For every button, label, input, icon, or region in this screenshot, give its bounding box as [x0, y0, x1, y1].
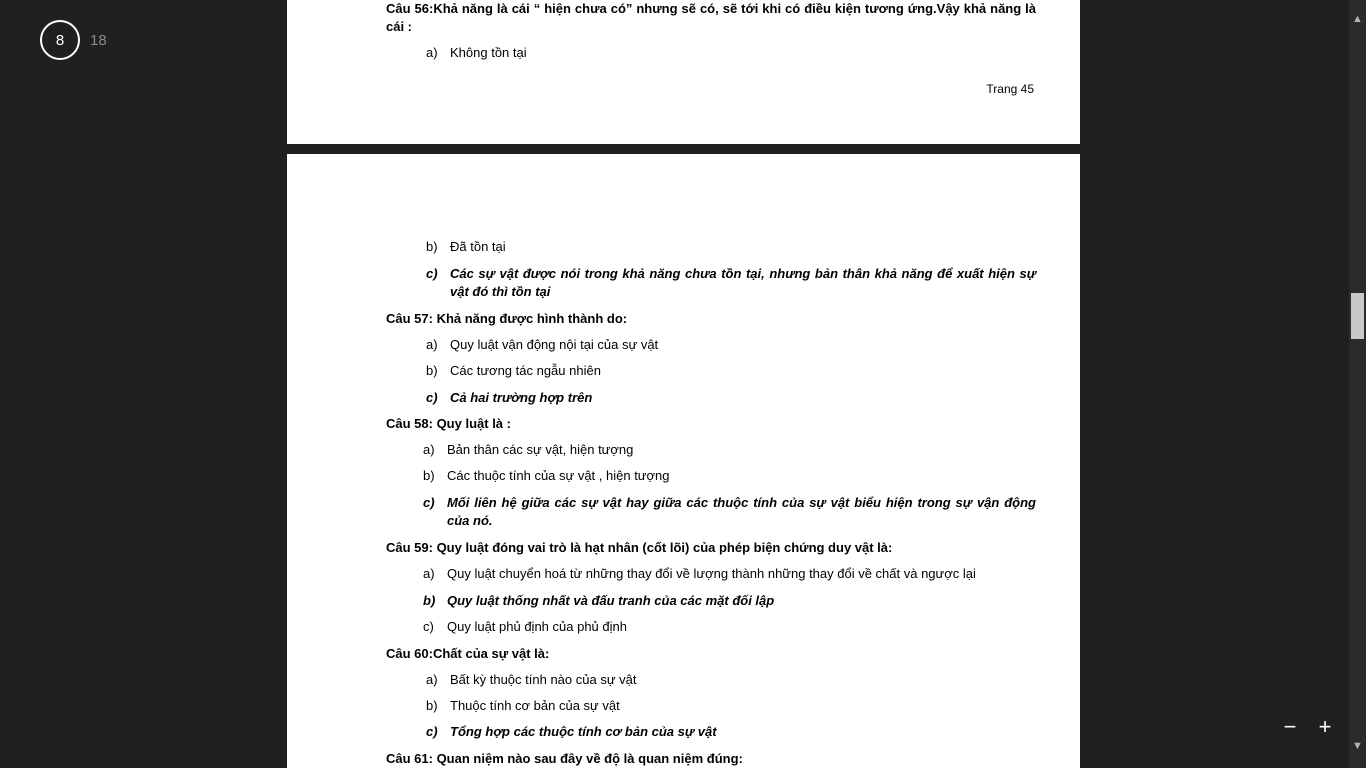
- option-label: b): [426, 698, 438, 713]
- option-60-a: [426, 671, 636, 689]
- zoom-in-icon[interactable]: +: [1318, 714, 1332, 739]
- option-text: Các thuộc tính của sự vật , hiện tượng: [447, 468, 670, 483]
- vertical-scrollbar[interactable]: [1349, 0, 1366, 768]
- option-label: c): [423, 619, 434, 634]
- option-58-c-answer: [423, 494, 1036, 530]
- option-label: c): [426, 390, 438, 405]
- option-label: c): [423, 495, 435, 510]
- option-text: Cả hai trường hợp trên: [450, 390, 593, 405]
- scrollbar-thumb[interactable]: [1351, 293, 1364, 339]
- question-60: Câu 60:Chất của sự vật là:: [386, 646, 550, 661]
- option-text: Bất kỳ thuộc tính nào của sự vật: [450, 672, 637, 687]
- option-59-b-answer: [423, 592, 774, 610]
- option-text: Quy luật thống nhất và đấu tranh của các mặt đối lập: [447, 593, 775, 608]
- option-text: Đã tồn tại: [450, 239, 506, 254]
- option-text: Quy luật phủ định của phủ định: [447, 619, 627, 634]
- option-text: Bản thân các sự vật, hiện tượng: [447, 442, 634, 457]
- document-page-46: [287, 154, 1080, 768]
- option-label: b): [426, 239, 438, 254]
- page-indicator: [40, 20, 107, 60]
- option-label: a): [426, 672, 438, 687]
- option-text: Các sự vật được nói trong khả năng chưa tồn tại, nhưng bản thân khả năng để xuất hiện sự vật đó thì tồn tại: [450, 266, 1036, 299]
- question-57: Câu 57: Khả năng được hình thành do:: [386, 311, 628, 326]
- option-56-a: [426, 44, 527, 62]
- option-56-b: [426, 238, 506, 256]
- option-59-c: [423, 618, 627, 636]
- option-58-b: [423, 467, 670, 485]
- option-57-a: [426, 336, 658, 354]
- question-61: Câu 61: Quan niệm nào sau đây về độ là quan niệm đúng:: [386, 751, 743, 766]
- scroll-down-arrow-icon[interactable]: ▼: [1352, 739, 1363, 752]
- current-page-number[interactable]: 8: [40, 20, 80, 60]
- question-58: Câu 58: Quy luật là :: [386, 416, 511, 431]
- option-text: Mối liên hệ giữa các sự vật hay giữa các thuộc tính của sự vật biểu hiện trong sự vận động của nó.: [447, 495, 1036, 528]
- option-label: b): [423, 468, 435, 483]
- page-number: Trang 45: [986, 82, 1034, 96]
- option-text: Tổng hợp các thuộc tính cơ bản của sự vật: [450, 724, 717, 739]
- option-text: Các tương tác ngẫu nhiên: [450, 363, 601, 378]
- option-56-c-answer: [426, 265, 1036, 301]
- option-text: Quy luật chuyển hoá từ những thay đổi về lượng thành những thay đổi về chất và ngược lại: [447, 566, 976, 581]
- option-text: Quy luật vận động nội tại của sự vật: [450, 337, 659, 352]
- option-label: b): [426, 363, 438, 378]
- question-59: Câu 59: Quy luật đóng vai trò là hạt nhân (cốt lõi) của phép biện chứng duy vật là:: [386, 540, 893, 555]
- question-56: Câu 56:Khả năng là cái “ hiện chưa có” nhưng sẽ có, sẽ tới khi có điều kiện tương ứng.Vậy khả năng là cái :: [386, 1, 1036, 34]
- scroll-up-arrow-icon[interactable]: ▲: [1352, 12, 1363, 25]
- option-label: b): [423, 593, 436, 608]
- option-58-a: [423, 441, 633, 459]
- option-text: Không tồn tại: [450, 45, 527, 60]
- option-57-b: [426, 362, 601, 380]
- zoom-out-icon[interactable]: −: [1283, 714, 1297, 739]
- option-label: c): [426, 724, 438, 739]
- option-label: a): [426, 45, 438, 60]
- option-57-c-answer: [426, 389, 592, 407]
- option-label: a): [423, 442, 435, 457]
- document-page-45: [287, 0, 1080, 144]
- option-60-b: [426, 697, 620, 715]
- option-text: Thuộc tính cơ bản của sự vật: [450, 698, 620, 713]
- option-label: c): [426, 266, 438, 281]
- option-label: a): [426, 337, 438, 352]
- total-pages: 18: [90, 31, 107, 49]
- option-60-c-answer: [426, 723, 717, 741]
- option-label: a): [423, 566, 435, 581]
- option-59-a: [423, 565, 976, 583]
